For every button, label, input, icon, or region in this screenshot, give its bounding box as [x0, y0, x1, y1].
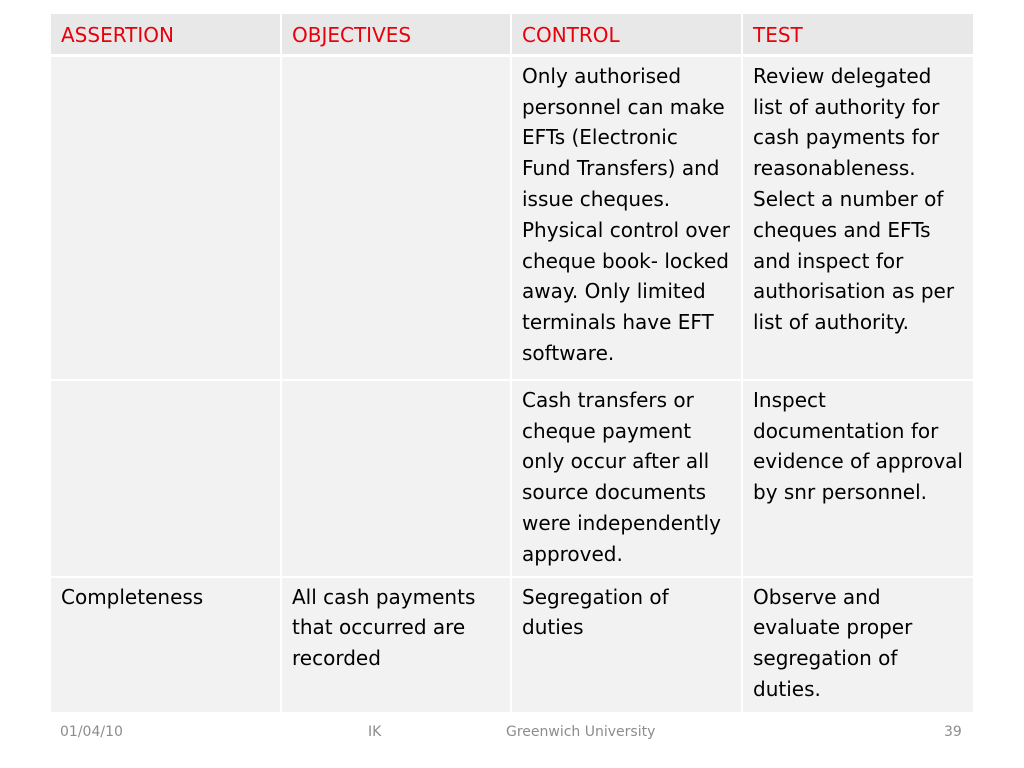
- cell-test: Inspect documentation for evidence of approval by snr personnel.: [743, 381, 973, 578]
- cell-control: Segregation of duties: [512, 578, 743, 714]
- table-row: [51, 57, 973, 381]
- cell-test: Review delegated list of authority for cash payments for reasonableness. Select a number of cheques and EFTs and inspect for authorisation as per list of authority.: [743, 57, 973, 381]
- table-row: [51, 578, 973, 714]
- header-control: CONTROL: [512, 14, 743, 57]
- cell-objectives: [282, 57, 512, 381]
- cell-objectives: [282, 381, 512, 578]
- footer-date: 01/04/10: [60, 724, 123, 740]
- footer-organization: Greenwich University: [506, 724, 656, 740]
- cell-control: Only authorised personnel can make EFTs (Electronic Fund Transfers) and issue cheques. Physical control over cheque book- locked away. Only limited terminals have EFT software.: [512, 57, 743, 381]
- header-assertion: ASSERTION: [51, 14, 282, 57]
- header-test: TEST: [743, 14, 973, 57]
- cell-assertion: Completeness: [51, 578, 282, 714]
- footer-page-number: 39: [944, 724, 962, 740]
- cell-control: Cash transfers or cheque payment only occur after all source documents were independently approved.: [512, 381, 743, 578]
- cell-assertion: [51, 57, 282, 381]
- cell-assertion: [51, 381, 282, 578]
- header-objectives: OBJECTIVES: [282, 14, 512, 57]
- cell-objectives: All cash payments that occurred are recorded: [282, 578, 512, 714]
- cell-test: Observe and evaluate proper segregation of duties.: [743, 578, 973, 714]
- table-header-row: [51, 14, 973, 57]
- audit-table: [51, 14, 973, 714]
- table-row: [51, 381, 973, 578]
- footer-author: IK: [368, 724, 382, 740]
